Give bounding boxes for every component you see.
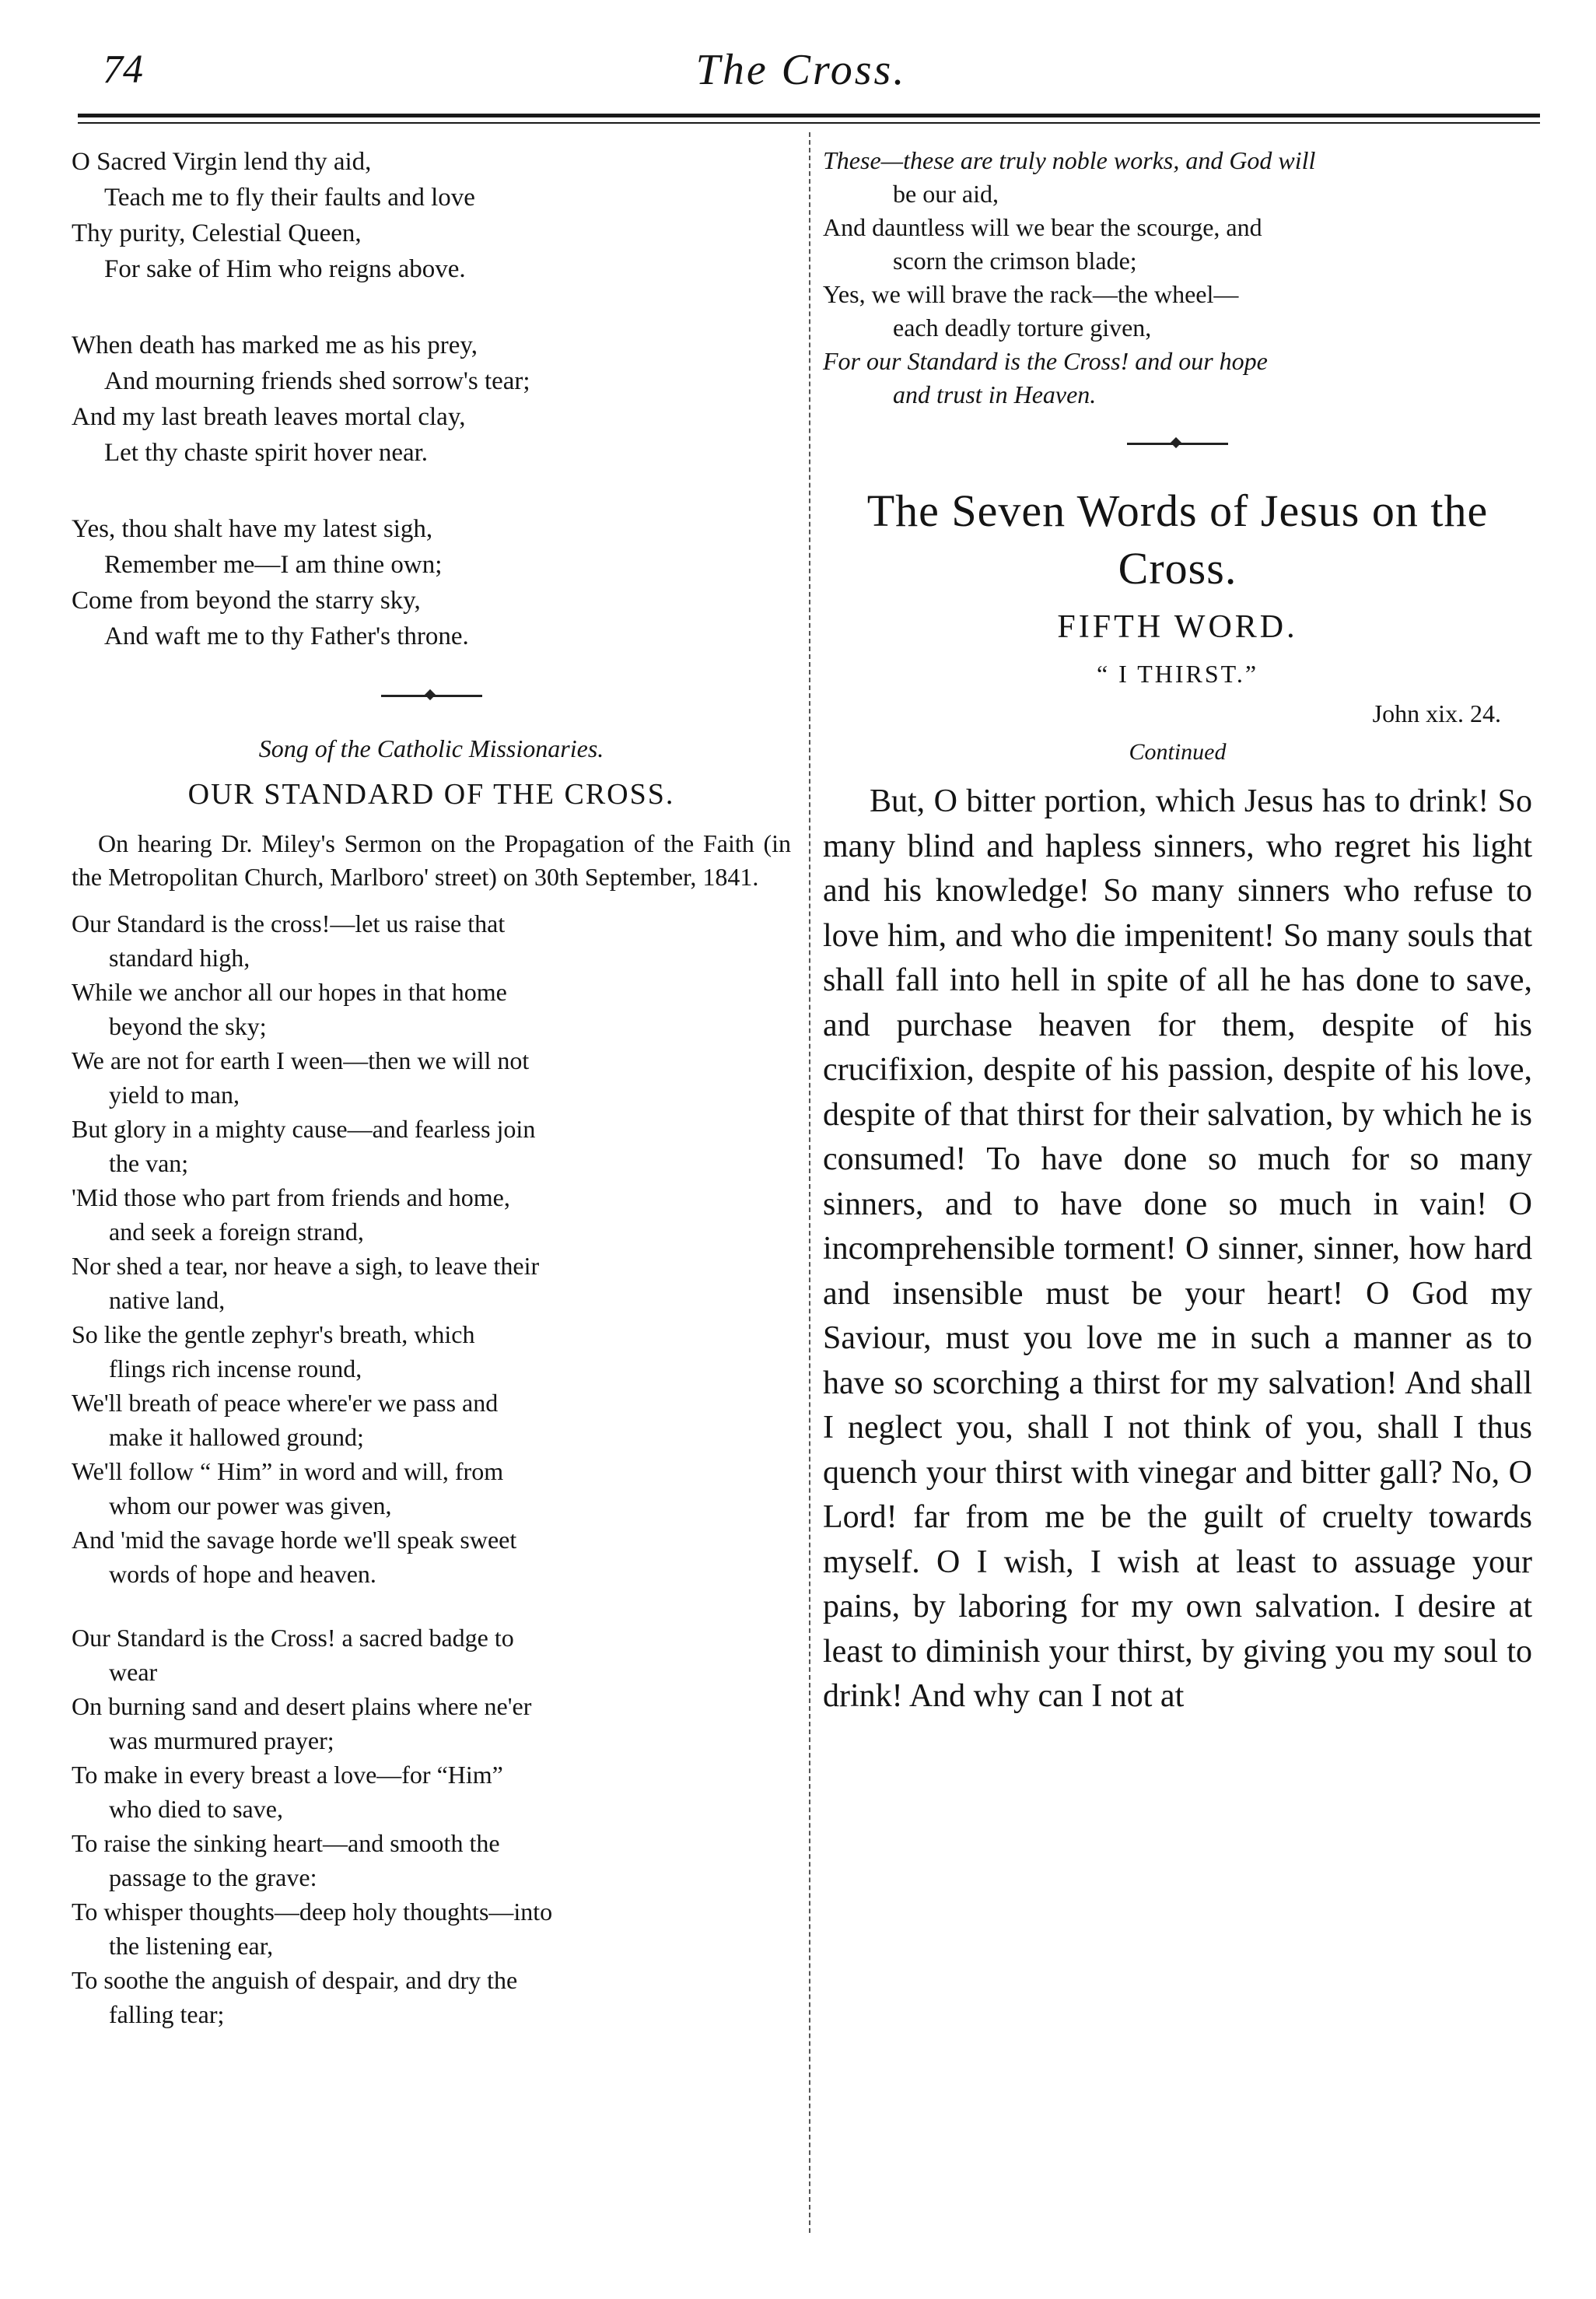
verse-line: who died to save, [109, 1795, 283, 1823]
poem-line: For sake of Him who reigns above. [104, 255, 466, 283]
verse-line: On burning sand and desert plains where ne'er [72, 1692, 532, 1720]
verse-line: words of hope and heaven. [109, 1560, 376, 1588]
column-divider [809, 132, 810, 2233]
poem-line: Teach me to fly their faults and love [104, 184, 475, 212]
verse-line: And 'mid the savage horde we'll speak sweet [72, 1526, 517, 1554]
song-note: On hearing Dr. Miley's Sermon on the Propagation of the Faith (in the Metropolitan Church, Marlboro' street) on 30th September, 1841. [72, 829, 791, 891]
poem-line: O Sacred Virgin lend thy aid, [72, 148, 372, 176]
verse-line: For our Standard is the Cross! and our hope [823, 347, 1268, 375]
poem-line: Thy purity, Celestial Queen, [72, 219, 362, 247]
poem-line: When death has marked me as his prey, [72, 331, 478, 359]
verse-line: the listening ear, [109, 1932, 274, 1960]
article-subhead: FIFTH WORD. [1057, 609, 1298, 645]
section-ornament [1127, 443, 1228, 445]
poem-line: Let thy chaste spirit hover near. [104, 439, 429, 467]
song-verse [72, 906, 791, 1591]
article-citation: John xix. 24. [1372, 699, 1501, 727]
poem-stanza [72, 144, 791, 287]
poem-line: And my last breath leaves mortal clay, [72, 403, 466, 431]
verse-line: be our aid, [893, 180, 999, 208]
verse-line: Nor shed a tear, nor heave a sigh, to leave their [72, 1252, 540, 1280]
page-number: 74 [103, 47, 143, 92]
poem-line: Come from beyond the starry sky, [72, 587, 421, 615]
song-title: OUR STANDARD OF THE CROSS. [187, 778, 675, 811]
header-rule-thin [78, 122, 1540, 124]
verse-line: and seek a foreign strand, [109, 1218, 364, 1246]
verse-line: We'll follow “ Him” in word and will, from [72, 1457, 504, 1485]
verse-line: To make in every breast a love—for “Him” [72, 1761, 503, 1789]
verse-line: make it hallowed ground; [109, 1423, 364, 1451]
song-subtitle: Song of the Catholic Missionaries. [258, 734, 604, 762]
article-quote: “ I THIRST.” [1096, 660, 1259, 688]
right-column [823, 144, 1532, 1719]
poem-line: Remember me—I am thine own; [104, 551, 443, 579]
verse-line: and trust in Heaven. [893, 380, 1097, 408]
verse-line: whom our power was given, [109, 1491, 392, 1519]
verse-line: These—these are truly noble works, and God will [823, 146, 1316, 174]
verse-line: falling tear; [109, 2000, 225, 2028]
verse-line: To raise the sinking heart—and smooth the [72, 1829, 500, 1857]
verse-line: To soothe the anguish of despair, and dry the [72, 1966, 518, 1994]
header-rule [78, 114, 1540, 117]
page-header [62, 39, 1540, 109]
verse-line: passage to the grave: [109, 1863, 317, 1891]
article-title: The Seven Words of Jesus on the Cross. [866, 485, 1489, 594]
verse-line: the van; [109, 1149, 189, 1177]
song-verse [72, 1621, 791, 2031]
song-verse-end [823, 144, 1532, 412]
poem-line: And mourning friends shed sorrow's tear; [104, 367, 530, 395]
poem-line: Yes, thou shalt have my latest sigh, [72, 515, 433, 543]
verse-line: While we anchor all our hopes in that home [72, 978, 507, 1006]
verse-line: Our Standard is the cross!—let us raise that [72, 909, 506, 937]
verse-line: So like the gentle zephyr's breath, which [72, 1320, 475, 1348]
poem-stanza [72, 511, 791, 654]
article-continued: Continued [1129, 739, 1227, 765]
verse-line: Yes, we will brave the rack—the wheel— [823, 280, 1239, 308]
verse-line: We are not for earth I ween—then we will not [72, 1046, 530, 1074]
verse-line: flings rich incense round, [109, 1355, 362, 1383]
article-body: But, O bitter portion, which Jesus has to drink! So many blind and hapless sinners, who regret his light and his knowledge! So many sinners who refuse to love him, and who die impenitent! So many souls that shall fall into hell in spite of all he has done to save, and purchase heaven for them, despite of his crucifixion, despite of his passion, despite of his love, despite of that thirst for their salvation, by which he is consumed! To have done so much for so many sinners, and to have done so much in vain! O incomprehensible torment! O sinner, sinner, how hard and insensible must be your heart! O God my Saviour, must you love me in such a manner as to have so scorching a thirst for my salvation! And shall I neglect you, shall I not think of you, shall I thus quench your thirst with vinegar and bitter gall? No, O Lord! far from me be the guilt of cruelty towards myself. O I wish, I wish at least to assuage your pains, by laboring for my own salvation. I desire at least to diminish your thirst, by giving you my soul to drink! And why can I not at [823, 783, 1532, 1714]
verse-line: But glory in a mighty cause—and fearless join [72, 1115, 536, 1143]
verse-line: 'Mid those who part from friends and home, [72, 1183, 510, 1211]
left-column [72, 144, 791, 2031]
verse-line: We'll breath of peace where'er we pass and [72, 1389, 499, 1417]
section-ornament [381, 695, 482, 697]
verse-line: scorn the crimson blade; [893, 247, 1137, 275]
poem-stanza [72, 328, 791, 471]
verse-line: To whisper thoughts—deep holy thoughts—into [72, 1898, 553, 1926]
verse-line: Our Standard is the Cross! a sacred badge to [72, 1624, 514, 1652]
verse-line: wear [109, 1658, 158, 1686]
running-title: The Cross. [695, 46, 907, 94]
verse-line: was murmured prayer; [109, 1726, 334, 1754]
verse-line: standard high, [109, 944, 250, 972]
verse-line: native land, [109, 1286, 226, 1314]
verse-line: each deadly torture given, [893, 314, 1152, 342]
poem-line: And waft me to thy Father's throne. [104, 622, 469, 650]
verse-line: yield to man, [109, 1081, 240, 1109]
verse-line: And dauntless will we bear the scourge, and [823, 213, 1262, 241]
verse-line: beyond the sky; [109, 1012, 267, 1040]
